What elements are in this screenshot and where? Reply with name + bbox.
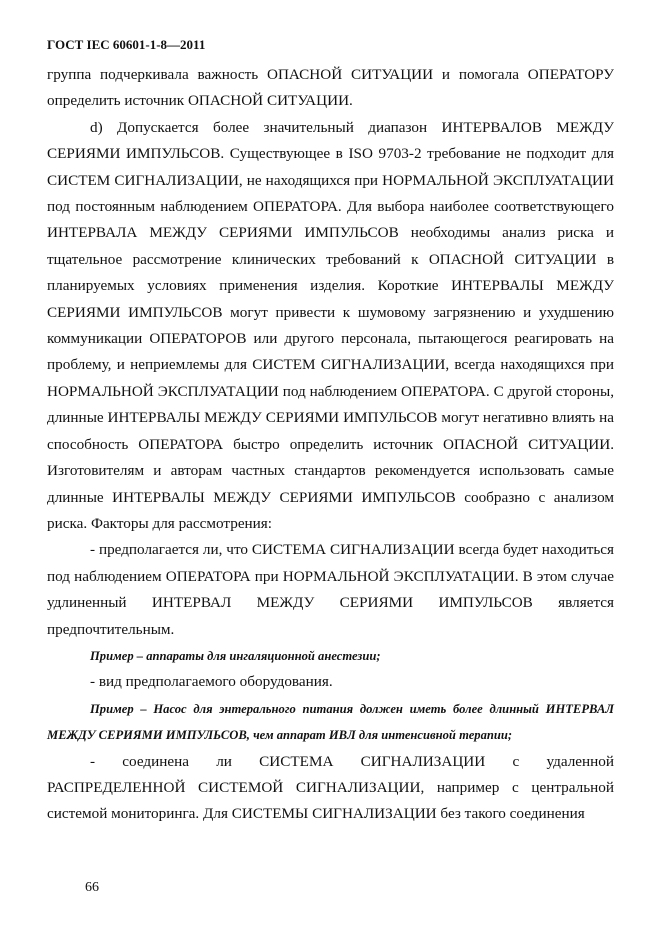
paragraph-item-d: d) Допускается более значительный диапазон ИНТЕРВАЛОВ МЕЖДУ СЕРИЯМИ ИМПУЛЬСОВ. Существующее в ISO 9703-2 требование не подходит для СИСТЕМ СИГНАЛИЗАЦИИ, не находящихся при НОРМАЛЬНОЙ ЭКСПЛУАТАЦИИ под постоянным наблюдением ОПЕРАТОРА. Для выбора наиболее соответствующего ИНТЕРВАЛА МЕЖДУ СЕРИЯМИ ИМПУЛЬСОВ необходимы анализ риска и тщательное рассмотрение клинических требований к ОПАСНОЙ СИТУАЦИИ в планируемых условиях применения изделия. Короткие ИНТЕРВАЛЫ МЕЖДУ СЕРИЯМИ ИМПУЛЬСОВ могут привести к шумовому загрязнению и ухудшению коммуникации ОПЕРАТОРОВ или другого персонала, пытающегося реагировать на проблему, и неприемлемы для СИСТЕМ СИГНАЛИЗАЦИИ, всегда находящихся при НОРМАЛЬНОЙ ЭКСПЛУАТАЦИИ под наблюдением ОПЕРАТОРА. С другой стороны, длинные ИНТЕРВАЛЫ МЕЖДУ СЕРИЯМИ ИМПУЛЬСОВ могут негативно влиять на способность ОПЕРАТОРА быстро определить источник ОПАСНОЙ СИТУАЦИИ. Изготовителям и авторам частных стандартов рекомендуется использовать самые длинные ИНТЕРВАЛЫ МЕЖДУ СЕРИЯМИ ИМПУЛЬСОВ сообразно с анализом риска. Факторы для рассмотрения: [47,118,614,532]
page-number: 66 [85,880,99,895]
document-header: ГОСТ IEC 60601-1-8—2011 [47,37,206,52]
factor-equipment-type: - вид предполагаемого оборудования. [90,673,333,691]
factor-distributed-alarm: - соединена ли СИСТЕМА СИГНАЛИЗАЦИИ с удаленной РАСПРЕДЕЛЕННОЙ СИСТЕМОЙ СИГНАЛИЗАЦИИ, например с центральной системой мониторинга. Для СИСТЕМЫ СИГНАЛИЗАЦИИ без такого соединения [47,752,614,823]
example-enteral-pump: Пример – Насос для энтерального питания должен иметь более длинный ИНТЕРВАЛ МЕЖДУ СЕРИЯМИ ИМПУЛЬСОВ, чем аппарат ИВЛ для интенсивной терапии; [47,701,614,743]
example-anesthesia: Пример – аппараты для ингаляционной анестезии; [90,648,381,663]
paragraph-continuation: группа подчеркивала важность ОПАСНОЙ СИТУАЦИИ и помогала ОПЕРАТОРУ определить источник ОПАСНОЙ СИТУАЦИИ. [47,66,614,110]
body-text [47,62,614,828]
factor-operator-observation: - предполагается ли, что СИСТЕМА СИГНАЛИЗАЦИИ всегда будет находиться под наблюдением ОПЕРАТОРА при НОРМАЛЬНОЙ ЭКСПЛУАТАЦИИ. В этом случае удлиненный ИНТЕРВАЛ МЕЖДУ СЕРИЯМИ ИМПУЛЬСОВ является предпочтительным. [47,541,614,638]
